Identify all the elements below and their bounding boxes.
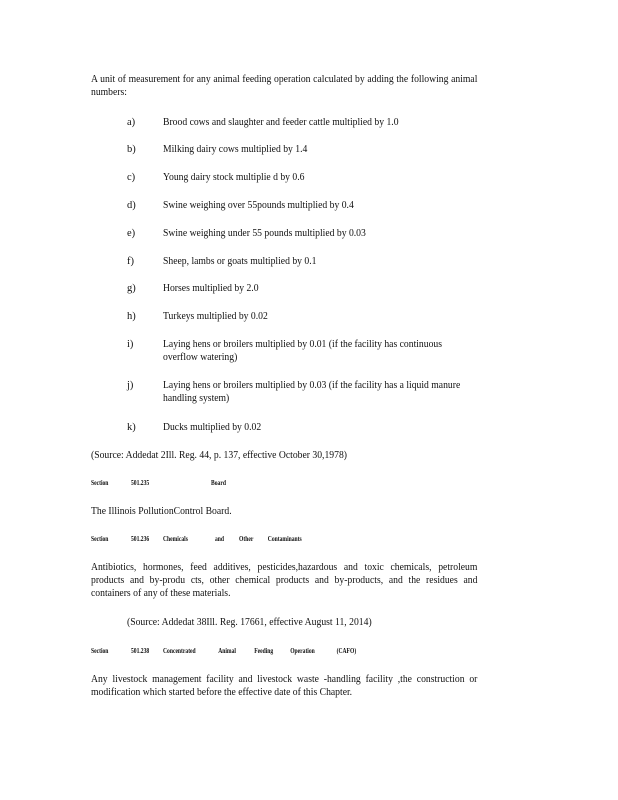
item-text: Brood cows and slaughter and feeder cattle multiplied by 1.0: [163, 117, 399, 128]
section-title-word: Contaminants: [267, 535, 302, 543]
item-letter: a): [127, 117, 136, 128]
item-letter: g): [127, 283, 136, 294]
item-letter: e): [127, 228, 136, 239]
section-number: 501.235: [131, 479, 150, 487]
source-citation: (Source: Addedat 2Ill. Reg. 44, p. 137, effective October 30,1978): [91, 450, 348, 461]
item-text: Young dairy stock multiplie d by 0.6: [163, 172, 305, 183]
item-text: Horses multiplied by 2.0: [163, 283, 259, 294]
item-letter: k): [127, 422, 136, 433]
section-title-word: Concentrated: [163, 647, 196, 655]
section-title-word: Operation: [290, 647, 315, 655]
item-letter: h): [127, 311, 136, 322]
item-text: Laying hens or broilers multiplied by 0.03 (if the facility has a liquid manure handling system): [163, 380, 461, 404]
item-text: Turkeys multiplied by 0.02: [163, 311, 268, 322]
section-title-word: Animal: [218, 647, 236, 655]
item-letter: j): [127, 380, 134, 391]
section-title-word: and: [215, 535, 225, 543]
section-label: Section: [91, 535, 109, 543]
item-text: Ducks multiplied by 0.02: [163, 422, 262, 433]
section-label: Section: [91, 647, 109, 655]
section-label: Section: [91, 479, 109, 487]
section-title-word: Other: [239, 535, 254, 543]
section-title-word: Chemicals: [163, 535, 188, 543]
intro-paragraph: A unit of measurement for any animal feeding operation calculated by adding the following animal numbers:: [91, 74, 478, 98]
chemicals-paragraph: Antibiotics, hormones, feed additives, pesticides,hazardous and toxic chemicals, petroleum products and by-produ cts, other chemical products and by-products, and the residues and containers of any of these materials.: [91, 562, 478, 599]
section-title-word: Feeding: [254, 647, 274, 655]
item-text: Swine weighing over 55pounds multiplied by 0.4: [163, 200, 354, 211]
section-title: Board: [211, 479, 226, 487]
item-letter: c): [127, 172, 136, 183]
section-title-word: (CAFO): [336, 647, 357, 655]
section-number: 501.238: [131, 647, 150, 655]
item-letter: f): [127, 256, 134, 267]
item-text: Swine weighing under 55 pounds multiplied by 0.03: [163, 228, 366, 239]
source-citation: (Source: Addedat 38Ill. Reg. 17661, effective August 11, 2014): [127, 617, 372, 628]
item-letter: b): [127, 144, 136, 155]
item-text: Sheep, lambs or goats multiplied by 0.1: [163, 256, 317, 267]
item-text: Milking dairy cows multiplied by 1.4: [163, 144, 308, 155]
section-number: 501.236: [131, 535, 150, 543]
cafo-paragraph: Any livestock management facility and livestock waste -handling facility ,the construction or modification which started before the effective date of this Chapter.: [91, 674, 478, 698]
item-letter: i): [127, 339, 134, 350]
item-text: Laying hens or broilers multiplied by 0.01 (if the facility has continuous overflow watering): [163, 339, 443, 363]
item-letter: d): [127, 200, 136, 211]
board-paragraph: The Illinois PollutionControl Board.: [91, 506, 232, 517]
